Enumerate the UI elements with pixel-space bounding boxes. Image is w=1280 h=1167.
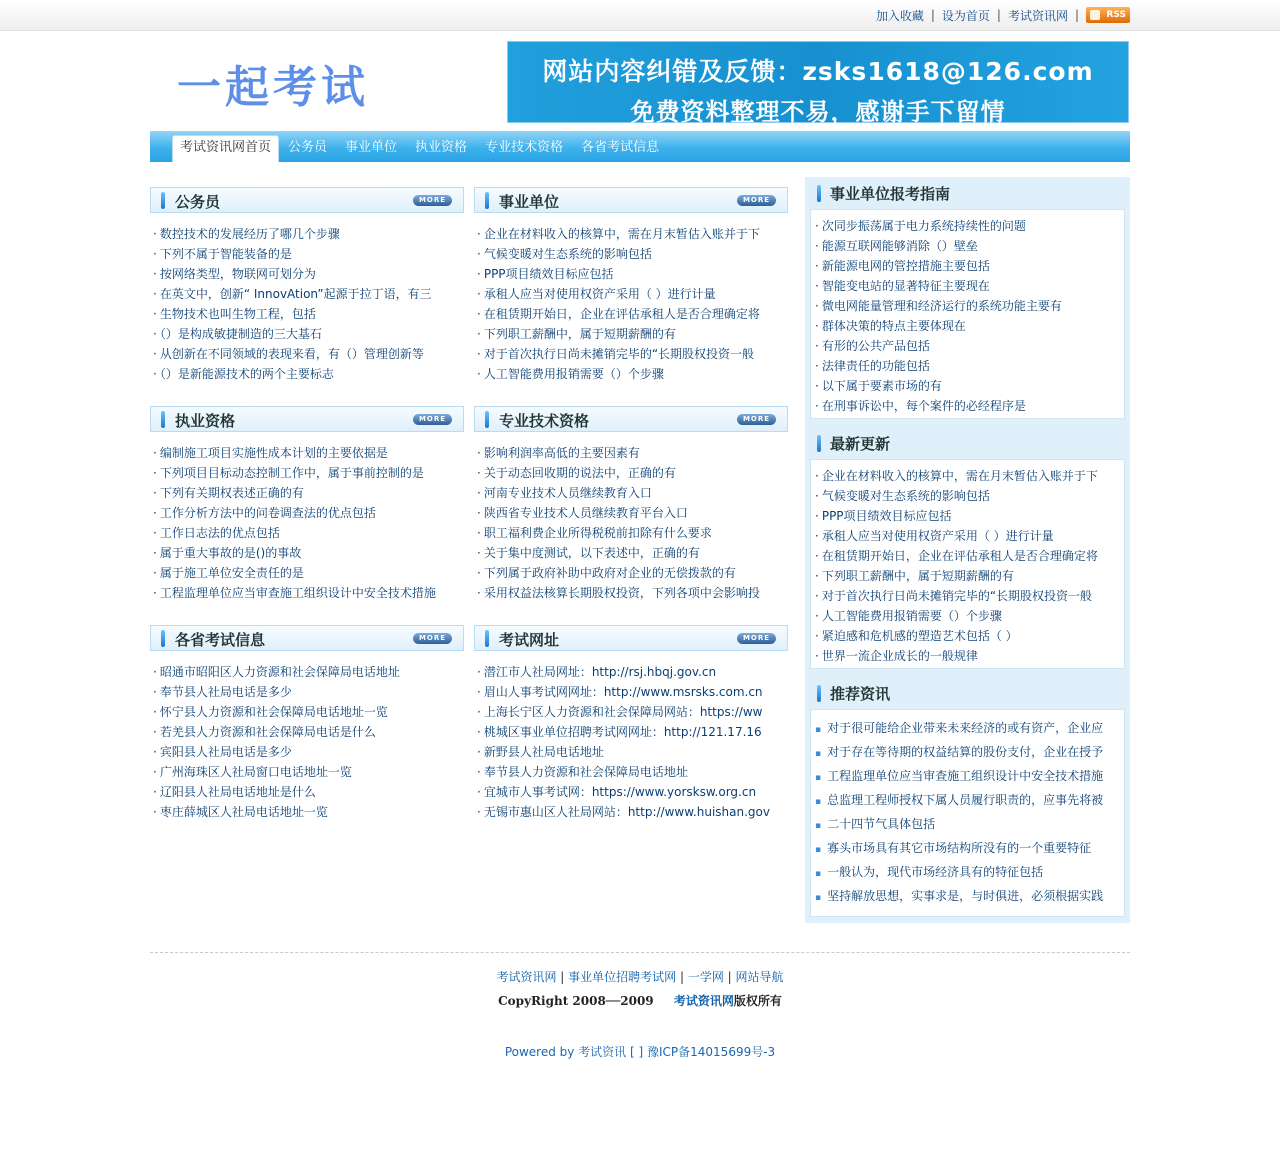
sidebar-title: 推荐资讯 [830,685,891,703]
sidebar-title: 最新更新 [830,435,891,453]
list-item[interactable]: · 在租赁期开始日，企业在评估承租人是否合理确定将 [815,546,1125,566]
section-title: 执业资格 [175,412,236,430]
section-public-institution [474,187,788,384]
sidebar-list-guide [810,209,1125,419]
section-tech-qualification [474,406,788,603]
copyright-text: CopyRight 2008──2009 [498,994,654,1008]
more-button[interactable]: MORE [737,414,776,425]
powered-by[interactable]: Powered by 考试资讯 [ ] 豫ICP备14015699号-3 [504,1045,776,1059]
list-item[interactable]: · 对于首次执行日尚未摊销完毕的“长期股权投资一般 [477,344,787,364]
list-item[interactable]: · 气候变暖对生态系统的影响包括 [477,244,787,264]
list-item[interactable]: · 无锡市惠山区人社局网站：http://www.huishan.gov [477,802,787,822]
list-item[interactable]: ▪ 一般认为，现代市场经济具有的特征包括 [815,860,1125,884]
copyright [150,992,1130,1009]
list-item[interactable]: · 昭通市昭阳区人力资源和社会保障局电话地址 [153,662,463,682]
separator: | [1074,8,1079,22]
section-marker-icon [817,185,821,202]
nav-item-home[interactable]: 考试资讯网首页 [172,135,279,162]
section-title: 各省考试信息 [175,631,266,649]
list-item[interactable]: · 下列项目目标动态控制工作中，属于事前控制的是 [153,463,463,483]
list-item[interactable]: · （）是新能源技术的两个主要标志 [153,364,463,384]
list-item[interactable]: · 眉山人事考试网网址：http://www.msrsks.com.cn [477,682,787,702]
list-item[interactable]: · 影响利润率高低的主要因素有 [477,443,787,463]
list-item[interactable]: · 上海长宁区人力资源和社会保障局网站：https://ww [477,702,787,722]
list-item[interactable]: · 关于集中度测试，以下表述中，正确的有 [477,543,787,563]
more-button[interactable]: MORE [737,195,776,206]
list-item[interactable]: · 人工智能费用报销需要（）个步骤 [477,364,787,384]
list-item[interactable]: · 新能源电网的管控措施主要包括 [815,256,1125,276]
sidebar-list-recommend [810,709,1125,917]
list-item[interactable]: · PPP项目绩效目标应包括 [815,506,1125,526]
footer-link[interactable]: 考试资讯网 [496,970,557,984]
list-item[interactable]: · 人工智能费用报销需要（）个步骤 [815,606,1125,626]
banner-line-2: 免费资料整理不易，感谢手下留情 [630,98,1006,126]
list-item[interactable]: ▪ 对于很可能给企业带来未来经济的或有资产，企业应 [815,716,1125,740]
nav-item-public-institution[interactable]: 事业单位 [345,140,398,155]
section-header [474,187,788,213]
list-item[interactable]: · 法律责任的功能包括 [815,356,1125,376]
footer-link[interactable]: 网站导航 [735,970,784,984]
sidebar-header-recommend [805,677,1130,709]
section-marker-icon [161,192,165,209]
list-item[interactable]: · 有形的公共产品包括 [815,336,1125,356]
copyright-brand-link[interactable]: 考试资讯网 [673,994,734,1008]
list-item[interactable]: ▪ 对于存在等待期的权益结算的股份支付，企业在授予 [815,740,1125,764]
list-item[interactable]: · 河南专业技术人员继续教育入口 [477,483,787,503]
separator: | [930,8,935,22]
list-item[interactable]: · 采用权益法核算长期股权投资，下列各项中会影响投 [477,583,787,603]
nav-item-tech-qualification[interactable]: 专业技术资格 [485,140,564,155]
sidebar-header-latest [805,427,1130,459]
list-item[interactable]: · 宾阳县人社局电话是多少 [153,742,463,762]
sidebar [805,177,1130,923]
section-title: 考试网址 [499,631,560,649]
section-marker-icon [485,192,489,209]
section-title: 公务员 [175,193,221,211]
section-marker-icon [161,630,165,647]
top-bar [0,0,1280,31]
list-item[interactable]: · 宜城市人事考试网：https://www.yorsksw.org.cn [477,782,787,802]
add-favorite-link[interactable]: 加入收藏 [875,8,924,23]
list-item[interactable]: · PPP项目绩效目标应包括 [477,264,787,284]
list-item[interactable]: · 数控技术的发展经历了哪几个步骤 [153,224,463,244]
section-header [474,406,788,432]
set-homepage-link[interactable]: 设为首页 [941,8,990,23]
footer-link[interactable]: 一学网 [687,970,724,984]
list-item[interactable]: · 奉节县人社局电话是多少 [153,682,463,702]
list-item[interactable]: · 工作日志法的优点包括 [153,523,463,543]
list-item[interactable]: · 下列职工薪酬中，属于短期薪酬的有 [815,566,1125,586]
list-item[interactable]: · 编制施工项目实施性成本计划的主要依据是 [153,443,463,463]
article-list [474,432,788,603]
list-item[interactable]: · 工作分析方法中的问卷调查法的优点包括 [153,503,463,523]
top-links [876,5,1130,25]
list-item[interactable]: · 对于首次执行日尚未摊销完毕的“长期股权投资一般 [815,586,1125,606]
article-list [150,432,464,603]
list-item[interactable]: · 紧迫感和危机感的塑造艺术包括（ ） [815,626,1125,646]
list-item[interactable]: · 在英文中，创新“ InnovAtion”起源于拉丁语，有三 [153,284,463,304]
article-list [474,213,788,384]
more-button[interactable]: MORE [413,633,452,644]
sidebar-title: 事业单位报考指南 [830,185,951,203]
more-button[interactable]: MORE [413,195,452,206]
list-item[interactable]: · 按网络类型，物联网可划分为 [153,264,463,284]
list-item[interactable]: · 群体决策的特点主要体现在 [815,316,1125,336]
article-list [150,213,464,384]
nav-item-civil-servant[interactable]: 公务员 [288,140,328,155]
list-item[interactable]: · 下列有关期权表述正确的有 [153,483,463,503]
main-nav [150,131,1130,162]
section-header [474,625,788,651]
list-item[interactable]: ▪ 坚持解放思想，实事求是，与时俱进，必须根据实践 [815,884,1125,908]
separator: | [996,8,1001,22]
list-item[interactable]: ▪ 寡头市场具有其它市场结构所没有的一个重要特征 [815,836,1125,860]
sidebar-list-latest [810,459,1125,669]
list-item[interactable]: · 从创新在不同领域的表现来看，有（）管理创新等 [153,344,463,364]
list-item[interactable]: · 能源互联网能够消除（）壁垒 [815,236,1125,256]
article-list [474,651,788,822]
list-item[interactable]: · 潜江市人社局网址：http://rsj.hbqj.gov.cn [477,662,787,682]
banner-line-1: 网站内容纠错及反馈：zsks1618@126.com [542,57,1094,86]
list-item[interactable]: · 企业在材料收入的核算中，需在月末暂估入账并于下 [815,466,1125,486]
list-item[interactable]: · 关于动态回收期的说法中，正确的有 [477,463,787,483]
list-item[interactable]: · 枣庄薛城区人社局电话地址一览 [153,802,463,822]
list-item[interactable]: · 生物技术也叫生物工程，包括 [153,304,463,324]
more-button[interactable]: MORE [737,633,776,644]
section-civil-servant [150,187,464,384]
rss-icon[interactable]: RSS [1086,7,1130,23]
list-item[interactable]: · 奉节县人力资源和社会保障局电话地址 [477,762,787,782]
list-item[interactable]: · （）是构成敏捷制造的三大基石 [153,324,463,344]
list-item[interactable]: · 若羌县人力资源和社会保障局电话是什么 [153,722,463,742]
list-item[interactable]: · 陕西省专业技术人员继续教育平台入口 [477,503,787,523]
section-marker-icon [485,630,489,647]
section-marker-icon [817,685,821,702]
list-item[interactable]: · 在租赁期开始日，企业在评估承租人是否合理确定将 [477,304,787,324]
list-item[interactable]: ▪ 二十四节气具体包括 [815,812,1125,836]
list-item[interactable]: · 属于重大事故的是()的事故 [153,543,463,563]
site-logo[interactable]: 一起考试 [177,62,369,113]
list-item[interactable]: ▪ 工程监理单位应当审查施工组织设计中安全技术措施 [815,764,1125,788]
nav-item-practice-qualification[interactable]: 执业资格 [415,140,468,155]
list-item[interactable]: · 承租人应当对使用权资产采用（ ）进行计量 [477,284,787,304]
section-header [150,625,464,651]
more-button[interactable]: MORE [413,414,452,425]
site-home-link[interactable]: 考试资讯网 [1007,8,1068,23]
rights-text: 版权所有 [733,994,782,1008]
list-item[interactable]: ▪ 总监理工程师授权下属人员履行职责的，应事先将被 [815,788,1125,812]
list-item[interactable]: · 工程监理单位应当审查施工组织设计中安全技术措施 [153,583,463,603]
list-item[interactable]: · 新野县人社局电话地址 [477,742,787,762]
header [150,31,1130,131]
section-marker-icon [161,411,165,428]
section-marker-icon [485,411,489,428]
list-item[interactable]: · 在刑事诉讼中，每个案件的必经程序是 [815,396,1125,416]
list-item[interactable]: · 气候变暖对生态系统的影响包括 [815,486,1125,506]
section-title: 事业单位 [499,193,560,211]
list-item[interactable]: · 下列不属于智能装备的是 [153,244,463,264]
sidebar-header-guide [805,177,1130,209]
footer-link[interactable]: 事业单位招聘考试网 [568,970,677,984]
section-title: 专业技术资格 [499,412,590,430]
main-content [150,162,1130,932]
list-item[interactable]: · 下列属于政府补助中政府对企业的无偿拨款的有 [477,563,787,583]
nav-item-province-info[interactable]: 各省考试信息 [581,140,660,155]
list-item[interactable]: · 下列职工薪酬中，属于短期薪酬的有 [477,324,787,344]
section-practice-qualification [150,406,464,603]
section-header [150,187,464,213]
section-province-info [150,625,464,822]
footer-links: 考试资讯网 | 事业单位招聘考试网 | 一学网 | 网站导航 [496,970,784,984]
list-item[interactable]: · 次同步振荡属于电力系统持续性的问题 [815,216,1125,236]
list-item[interactable]: · 微电网能量管理和经济运行的系统功能主要有 [815,296,1125,316]
list-item[interactable]: · 桃城区事业单位招聘考试网网址：http://121.17.16 [477,722,787,742]
list-item[interactable]: · 属于施工单位安全责任的是 [153,563,463,583]
list-item[interactable]: · 职工福利费企业所得税税前扣除有什么要求 [477,523,787,543]
feedback-banner [507,41,1129,126]
footer [150,952,1130,1060]
article-list [150,651,464,822]
list-item[interactable]: · 辽阳县人社局电话地址是什么 [153,782,463,802]
list-item[interactable]: · 世界一流企业成长的一般规律 [815,646,1125,666]
list-item[interactable]: · 广州海珠区人社局窗口电话地址一览 [153,762,463,782]
list-item[interactable]: · 以下属于要素市场的有 [815,376,1125,396]
list-item[interactable]: · 企业在材料收入的核算中，需在月末暂估入账并于下 [477,224,787,244]
section-marker-icon [817,435,821,452]
section-header [150,406,464,432]
list-item[interactable]: · 智能变电站的显著特征主要现在 [815,276,1125,296]
list-item[interactable]: · 怀宁县人力资源和社会保障局电话地址一览 [153,702,463,722]
section-exam-sites [474,625,788,822]
list-item[interactable]: · 承租人应当对使用权资产采用（ ）进行计量 [815,526,1125,546]
